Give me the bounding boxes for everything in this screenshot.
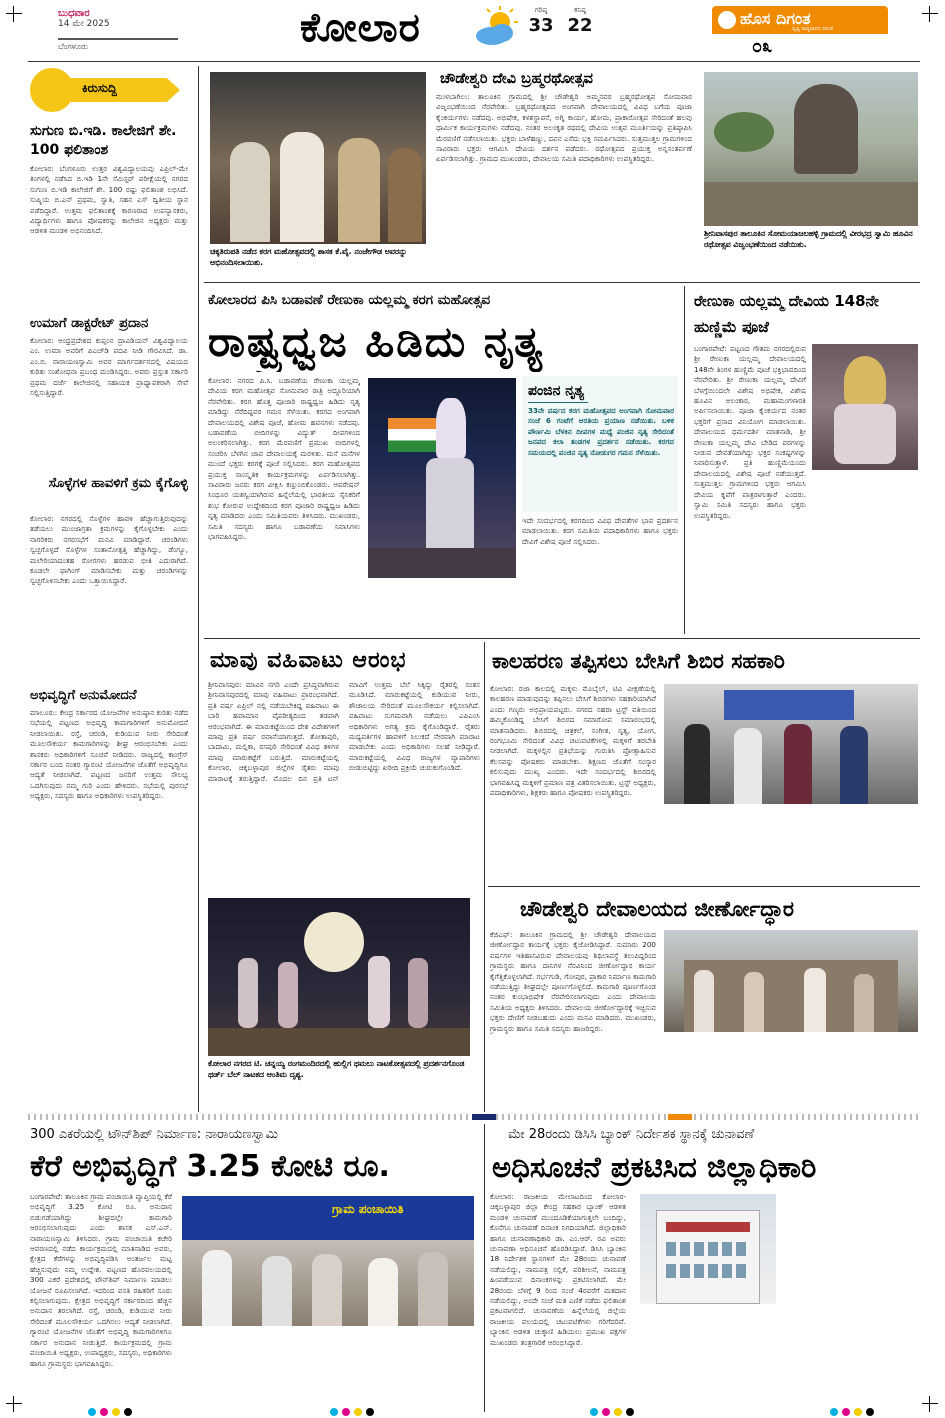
- date-label: 14 ಮೇ 2025: [58, 19, 110, 29]
- cmyk-dot: [830, 1408, 838, 1416]
- karaga-right-rule: [684, 286, 685, 634]
- panjina-box-body: 33ನೇ ವರ್ಷದ ಕರಗ ಮಹೋತ್ಸವದ ಅಂಗವಾಗಿ ಸೋಮವಾರ ಸಂಜೆ 6 ಗಂಟೆಗೆ ಆರತಿಯ ಪ್ರಯಾಣ ನಡೆಯಿತು. ಬಳಿಕ ಪೌರ್ಣಮಿ ಬೆಳಕಿನ ದೀಪಗಳ ಮಧ್ಯೆ ಪಂಜಿನ ನೃತ್ಯ ಸೇರಿದಂತೆ ಜನಪದ ಕಲಾ ತಂಡಗಳ ಪ್ರದರ್ಶನ ನಡೆಯಿತು. ಕರಗದ ಸಮಯದಲ್ಲಿ ಪಂಜಿನ ನೃತ್ಯ ನೋಡುಗರ ಗಮನ ಸೆಳೆಯಿತು.: [528, 406, 674, 457]
- paper-logo: [712, 6, 888, 58]
- flag-icon: [388, 418, 436, 452]
- left-column-rule: [198, 66, 199, 1112]
- cmyk-dot: [342, 1408, 350, 1416]
- kirusuddi-label: ಕಿರುಸುದ್ದಿ: [82, 81, 117, 95]
- kirusuddi-body-2: ಕೋಲಾರ: ಆಂಧ್ರಪ್ರದೇಶದ ಕುಪ್ಪಂನ ದ್ರಾವಿಡಿಯನ್ ವಿಶ್ವವಿದ್ಯಾಲಯ ಎಂ. ಉಮಾ ಅವರಿಗೆ ಪಿಎಚ್‌ಡಿ ಪದವಿ ನೀಡಿ ಗೌರವಿಸಿದೆ. ಡಾ. ಎಂ.ಬಿ. ನಾರಾಯಣಸ್ವಾಮಿ ಅವರ ಮಾರ್ಗದರ್ಶನದಲ್ಲಿ ವಿಷಯದ ಕುರಿತು ಸಂಶೋಧನಾ ಪ್ರಬಂಧ ಮಂಡಿಸಿದ್ದರು. ಅವರು ಪ್ರಸ್ತುತ ಸರ್ಕಾರಿ ಪ್ರಥಮ ದರ್ಜೆ ಕಾಲೇಜಿನಲ್ಲಿ ಸಹಾಯಕ ಪ್ರಾಧ್ಯಾಪಕರಾಗಿ ಸೇವೆ ಸಲ್ಲಿಸುತ್ತಿದ್ದಾರೆ.: [30, 336, 188, 398]
- photo-renovation: [664, 930, 918, 1032]
- registration-mark-bottom-right: [922, 1396, 938, 1412]
- lake-kicker: 300 ಎಕರೆಯಲ್ಲಿ ಟೌನ್‌ಶಿಪ್ ನಿರ್ಮಾಣ: ನಾರಾಯಣಸ್ವಾಮಿ: [30, 1127, 278, 1142]
- panjina-box-title: ಪಂಜಿನ ನೃತ್ಯ: [528, 383, 585, 399]
- cmyk-dot: [88, 1408, 96, 1416]
- photo-summer-camp: [664, 684, 918, 804]
- bottom-center-rule: [484, 1124, 485, 1412]
- dcc-headline: ಅಧಿಸೂಚನೆ ಪ್ರಕಟಿಸಿದ ಜಿಲ್ಲಾಧಿಕಾರಿ: [492, 1150, 817, 1184]
- section-divider-accent-blue: [472, 1114, 496, 1120]
- kirusuddi-headline-3: ಸೊಳ್ಳೆಗಳ ಹಾವಳಿಗೆ ಕ್ರಮ ಕೈಗೊಳ್ಳಿ: [48, 476, 188, 491]
- cmyk-dot: [602, 1408, 610, 1416]
- photo-rath: [704, 72, 918, 226]
- cmyk-dot: [124, 1408, 132, 1416]
- renovation-body-continued: [664, 1036, 918, 1108]
- kirusuddi-headline-4: ಅಭಿವೃದ್ಧಿಗೆ ಅನುಮೋದನೆ: [30, 688, 137, 703]
- karaga-headline: ರಾಷ್ಟ್ರಧ್ವಜ ಹಿಡಿದು ನೃತ್ಯ: [208, 317, 545, 366]
- photo-karaga-dance: [368, 378, 516, 578]
- weather-icon: [470, 6, 522, 50]
- panchayat-banner-text: ಗ್ರಾಮ ಪಂಚಾಯಿತಿ: [332, 1202, 404, 1216]
- weather-max-label: ಗರಿಷ್ಠ: [534, 6, 548, 14]
- panjina-box: [522, 376, 678, 512]
- renovation-headline: ಚೌಡೇಶ್ವರಿ ದೇವಾಲಯದ ಜೀರ್ಣೋದ್ಧಾರ: [520, 897, 794, 921]
- karaga-bottom-rule: [204, 638, 920, 639]
- date-underline: [58, 38, 178, 40]
- renuka-body-continued: [812, 476, 918, 626]
- masthead-bar: [0, 0, 945, 62]
- summer-camp-bottom-rule: [488, 886, 920, 887]
- hand-icon: [30, 68, 74, 112]
- section-divider-accent-orange: [668, 1114, 692, 1120]
- lake-headline: ಕೆರೆ ಅಭಿವೃದ್ಧಿಗೆ 3.25 ಕೋಟಿ ರೂ.: [30, 1149, 390, 1184]
- mango-right-rule: [484, 642, 485, 1112]
- weather-min: [565, 6, 595, 36]
- cmyk-dot: [100, 1408, 108, 1416]
- cmyk-dot: [330, 1408, 338, 1416]
- photo-renuka-deity: [812, 344, 918, 470]
- cmyk-dot: [842, 1408, 850, 1416]
- panjina-box-rule: [528, 402, 588, 403]
- kirusuddi-body-4: ಮಾಲೂರು: ಕೇಂದ್ರ ಸರ್ಕಾರದ ಯೋಜನೆಗಳ ಅನುಷ್ಠಾನ ಕುರಿತು ನಡೆದ ಸಭೆಯಲ್ಲಿ ಪಟ್ಟಣದ ಅಭಿವೃದ್ಧಿ ಕಾಮಗಾರಿಗಳಿಗೆ ಅನುಮೋದನೆ ನೀಡಲಾಯಿತು. ರಸ್ತೆ, ಚರಂಡಿ, ಕುಡಿಯುವ ನೀರು ಸೇರಿದಂತೆ ಮೂಲಸೌಕರ್ಯ ಕಾಮಗಾರಿಗಳನ್ನು ಶೀಘ್ರ ಆರಂಭಿಸಬೇಕು ಎಂದು ಶಾಸಕರು ಅಧಿಕಾರಿಗಳಿಗೆ ಸೂಚನೆ ನೀಡಿದರು. ರಾಜ್ಯದಲ್ಲಿ ಕಾಂಗ್ರೆಸ್ ಸರ್ಕಾರ ಬಂದ ನಂತರ ಗ್ಯಾರಂಟಿ ಯೋಜನೆಗಳ ಜೊತೆಗೆ ಅಭಿವೃದ್ಧಿಗೂ ಆದ್ಯತೆ ನೀಡಲಾಗಿದೆ. ಪಟ್ಟಣದ ಜನರಿಗೆ ಉತ್ತಮ ಸೌಲಭ್ಯ ಒದಗಿಸುವುದು ನಮ್ಮ ಗುರಿ ಎಂದು ಹೇಳಿದರು. ಸಭೆಯಲ್ಲಿ ಪುರಸಭೆ ಅಧ್ಯಕ್ಷರು, ಸದಸ್ಯರು ಹಾಗೂ ಅಧಿಕಾರಿಗಳು ಉಪಸ್ಥಿತರಿದ್ದರು.: [30, 708, 188, 801]
- registration-mark-bottom-left: [6, 1396, 22, 1412]
- rath-bottom-rule: [204, 282, 920, 283]
- photo-karaga-felicitation: [210, 72, 426, 252]
- photo-dcc-bank-building: [640, 1194, 776, 1304]
- cmyk-dot: [614, 1408, 622, 1416]
- cmyk-dot: [866, 1408, 874, 1416]
- kirusuddi-headline-1: ಸುಗುಣ ಬಿ.ಇಡಿ. ಕಾಲೇಜಿಗೆ ಶೇ. 100 ಫಲಿತಾಂಶ: [30, 123, 177, 158]
- page-number: ೦೩: [752, 36, 773, 57]
- photo-left-caption: ಚಿಕ್ಕತಿರುಪತಿ ನಡೆದ ಕರಗ ಮಹೋತ್ಸವದಲ್ಲಿ ಶಾಸಕ ಕೆ.ವೈ. ನಂಜೇಗೌಡ ಅವರನ್ನು ಅಭಿನಂದಿಸಲಾಯಿತು.: [210, 244, 426, 268]
- cmyk-dot: [354, 1408, 362, 1416]
- lamp-icon: [718, 11, 736, 29]
- summer-camp-body: ಕೋಲಾರ: ರಜಾ ಕಾಲದಲ್ಲಿ ಮಕ್ಕಳು ಮೊಬೈಲ್, ಟಿವಿ ವೀಕ್ಷಣೆಯಲ್ಲಿ ಕಾಲಹರಣ ಮಾಡುವುದನ್ನು ತಪ್ಪಿಸಲು ಬೇಸಿಗೆ ಶಿಬಿರಗಳು ಸಹಕಾರಿಯಾಗಿವೆ ಎಂದು ಗಣ್ಯರು ಅಭಿಪ್ರಾಯಪಟ್ಟರು. ನಗರದ ಸಹರಾ ಟ್ರಸ್ಟ್ ವತಿಯಿಂದ ಹಮ್ಮಿಕೊಂಡಿದ್ದ ಬೇಸಿಗೆ ಶಿಬಿರದ ಸಮಾರೋಪ ಸಮಾರಂಭದಲ್ಲಿ ಮಾತನಾಡಿದರು. ಶಿಬಿರದಲ್ಲಿ ಚಿತ್ರಕಲೆ, ಸಂಗೀತ, ನೃತ್ಯ, ಯೋಗ, ರಂಗಭೂಮಿ ಸೇರಿದಂತೆ ವಿವಿಧ ಚಟುವಟಿಕೆಗಳಲ್ಲಿ ಮಕ್ಕಳಿಗೆ ತರಬೇತಿ ನೀಡಲಾಗಿದೆ. ಮಕ್ಕಳಲ್ಲಿನ ಪ್ರತಿಭೆಯನ್ನು ಗುರುತಿಸಿ ಪ್ರೋತ್ಸಾಹಿಸುವ ಕೆಲಸವನ್ನು ಪೋಷಕರು ಮಾಡಬೇಕು. ಶಿಕ್ಷಣದ ಜೊತೆಗೆ ಸಂಸ್ಕಾರ ಕಲಿಸುವುದು ಮುಖ್ಯ ಎಂದರು. ಇದೇ ಸಂದರ್ಭದಲ್ಲಿ ಶಿಬಿರದಲ್ಲಿ ಭಾಗವಹಿಸಿದ್ದ ಮಕ್ಕಳಿಗೆ ಪ್ರಮಾಣ ಪತ್ರ ವಿತರಿಸಲಾಯಿತು. ಟ್ರಸ್ಟ್ ಅಧ್ಯಕ್ಷರು, ಪದಾಧಿಕಾರಿಗಳು, ಶಿಕ್ಷಕರು ಹಾಗೂ ಪೋಷಕರು ಉಪಸ್ಥಿತರಿದ್ದರು.: [490, 684, 656, 798]
- lake-body: ಬಂಗಾರಪೇಟೆ: ತಾಲೂಕಿನ ಗ್ರಾಮ ಪಂಚಾಯಿತಿ ವ್ಯಾಪ್ತಿಯಲ್ಲಿ ಕೆರೆ ಅಭಿವೃದ್ಧಿಗೆ 3.25 ಕೋಟಿ ರೂ. ಅನುದಾನ ಬಿಡುಗಡೆಯಾಗಿದ್ದು ಶೀಘ್ರದಲ್ಲೇ ಕಾಮಗಾರಿ ಆರಂಭಿಸಲಾಗುವುದು ಎಂದು ಶಾಸಕ ಎಸ್.ಎನ್. ನಾರಾಯಣಸ್ವಾಮಿ ತಿಳಿಸಿದರು. ಗ್ರಾಮ ಪಂಚಾಯಿತಿ ಕಚೇರಿ ಆವರಣದಲ್ಲಿ ನಡೆದ ಕಾರ್ಯಕ್ರಮದಲ್ಲಿ ಮಾತನಾಡಿದ ಅವರು, ಕ್ಷೇತ್ರದ ಕೆರೆಗಳನ್ನು ಅಭಿವೃದ್ಧಿಪಡಿಸಿ ಅಂತರ್ಜಲ ಮಟ್ಟ ಹೆಚ್ಚಿಸುವುದು ನಮ್ಮ ಉದ್ದೇಶ. ಪಟ್ಟಣದ ಹೊರವಲಯದಲ್ಲಿ 300 ಎಕರೆ ಪ್ರದೇಶದಲ್ಲಿ ಟೌನ್‌ಶಿಪ್ ನಿರ್ಮಾಣ ಮಾಡಲು ಯೋಜನೆ ರೂಪಿಸಲಾಗಿದೆ. ಇದರಿಂದ ವಸತಿ ರಹಿತರಿಗೆ ಸೂರು ಕಲ್ಪಿಸಲಾಗುವುದು. ಕ್ಷೇತ್ರದ ಅಭಿವೃದ್ಧಿಗೆ ಸರ್ಕಾರದಿಂದ ಹೆಚ್ಚಿನ ಅನುದಾನ ತರಲಾಗಿದೆ. ರಸ್ತೆ, ಚರಂಡಿ, ಕುಡಿಯುವ ನೀರು ಸೇರಿದಂತೆ ಮೂಲಸೌಕರ್ಯ ಒದಗಿಸಲು ಆದ್ಯತೆ ನೀಡಲಾಗಿದೆ. ಗ್ಯಾರಂಟಿ ಯೋಜನೆಗಳ ಜೊತೆಗೆ ಅಭಿವೃದ್ಧಿ ಕಾಮಗಾರಿಗಳಿಗೂ ಸರ್ಕಾರ ಅನುದಾನ ನೀಡುತ್ತಿದೆ. ಕಾರ್ಯಕ್ರಮದಲ್ಲಿ ಗ್ರಾಮ ಪಂಚಾಯಿತಿ ಅಧ್ಯಕ್ಷರು, ಉಪಾಧ್ಯಕ್ಷರು, ಸದಸ್ಯರು, ಅಧಿಕಾರಿಗಳು ಹಾಗೂ ಗ್ರಾಮಸ್ಥರು ಭಾಗವಹಿಸಿದ್ದರು.: [30, 1192, 172, 1368]
- cmyk-dot: [366, 1408, 374, 1416]
- cmyk-dot: [854, 1408, 862, 1416]
- photo-right-caption: ಶ್ರೀನಿವಾಸಪುರ ತಾಲೂಕಿನ ಸೋಮಯಾಜಲಹಳ್ಳಿ ಗ್ರಾಮದಲ್ಲಿ ವೀರಭದ್ರ ಸ್ವಾಮಿ ಹೂವಿನ ರಥೋತ್ಸವ ವಿಜೃಂಭಣೆಯಿಂದ ನಡೆಯಿತು.: [704, 229, 913, 249]
- karaga-body: ಕೋಲಾರ: ನಗರದ ಪಿ.ಸಿ. ಬಡಾವಣೆಯ ರೇಣುಕಾ ಯಲ್ಲಮ್ಮ ದೇವಿಯ ಕರಗ ಮಹೋತ್ಸವ ಸೋಮವಾರ ರಾತ್ರಿ ಅದ್ದೂರಿಯಾಗಿ ನೆರವೇರಿತು. ಕರಗ ಹೊತ್ತ ಪೂಜಾರಿ ರಾಷ್ಟ್ರಧ್ವಜ ಹಿಡಿದು ನೃತ್ಯ ಮಾಡಿದ್ದು ನೆರೆದಿದ್ದವರ ಗಮನ ಸೆಳೆಯಿತು. ಕರಗದ ಅಂಗವಾಗಿ ದೇವಾಲಯದಲ್ಲಿ ವಿಶೇಷ ಪೂಜೆ, ಹೋಮ ಹವನಗಳು ನಡೆದವು. ಬಡಾವಣೆಯ ಬೀದಿಗಳನ್ನು ವಿದ್ಯುತ್ ದೀಪಗಳಿಂದ ಅಲಂಕರಿಸಲಾಗಿತ್ತು. ಕರಗ ಮೆರವಣಿಗೆ ಪ್ರಮುಖ ಬೀದಿಗಳಲ್ಲಿ ಸಂಚರಿಸಿ ಬೆಳಗಿನ ಜಾವ ದೇವಾಲಯಕ್ಕೆ ಮರಳಿತು. ಮನೆ ಮನೆಗಳ ಮುಂದೆ ಭಕ್ತರು ಕರಗಕ್ಕೆ ಪೂಜೆ ಸಲ್ಲಿಸಿದರು. ಕರಗ ಮಹೋತ್ಸವದ ಪ್ರಯುಕ್ತ ಸಾಂಸ್ಕೃತಿಕ ಕಾರ್ಯಕ್ರಮಗಳನ್ನು ಏರ್ಪಡಿಸಲಾಗಿತ್ತು. ಸಾವಿರಾರು ಜನರು ಕರಗ ವೀಕ್ಷಿಸಿ ಕಣ್ತುಂಬಿಕೊಂಡರು. ಆಪರೇಷನ್ ಸಿಂಧೂರ ಯಶಸ್ವಿಯಾಗಿರುವ ಹಿನ್ನೆಲೆಯಲ್ಲಿ ಭಾರತೀಯ ಸೈನಿಕರಿಗೆ ಶುಭ ಕೋರುವ ಉದ್ದೇಶದಿಂದ ಕರಗ ಪೂಜಾರಿ ರಾಷ್ಟ್ರಧ್ವಜ ಹಿಡಿದು ನೃತ್ಯ ಮಾಡಿದರು ಎಂದು ಸಮಿತಿಯವರು ತಿಳಿಸಿದರು. ಮುಖಂಡರು, ಸಮಿತಿ ಸದಸ್ಯರು ಹಾಗೂ ಬಡಾವಣೆಯ ನಿವಾಸಿಗಳು ಭಾಗವಹಿಸಿದ್ದರು.: [208, 376, 360, 542]
- rath-headline: ಚೌಡೇಶ್ವರಿ ದೇವಿ ಬ್ರಹ್ಮರಥೋತ್ಸವ: [440, 71, 593, 87]
- summer-camp-headline: ಕಾಲಹರಣ ತಪ್ಪಿಸಲು ಬೇಸಿಗೆ ಶಿಬಿರ ಸಹಕಾರಿ: [492, 649, 785, 673]
- registration-mark-top-right: [922, 6, 938, 22]
- cmyk-dot: [590, 1408, 598, 1416]
- kirusuddi-body-1: ಕೋಲಾರ: ಬೆಂಗಳೂರು ಉತ್ತರ ವಿಶ್ವವಿದ್ಯಾಲಯವು ಎಪ್ರಿಲ್-ಮೇ ತಿಂಗಳಲ್ಲಿ ನಡೆಸಿದ ಬಿ.ಇಡಿ 1ನೇ ಸೆಮಿಸ್ಟರ್ ಪರೀಕ್ಷೆಯಲ್ಲಿ ನಗರದ ಸುಗುಣ ಬಿ.ಇಡಿ ಕಾಲೇಜಿಗೆ ಶೇ. 100 ರಷ್ಟು ಫಲಿತಾಂಶ ಲಭಿಸಿದೆ. ಸುಷ್ಮಿಯ ಬಿ.ಎನ್ ಪ್ರಥಮ, ಸ್ವಾತಿ, ಸಹನ ಎಸ್ ದ್ವಿತೀಯ ಸ್ಥಾನ ಪಡೆದಿದ್ದಾರೆ. ಉತ್ತಮ ಫಲಿತಾಂಶಕ್ಕೆ ಕಾರಣರಾದ ಉಪನ್ಯಾಸಕರು, ವಿದ್ಯಾರ್ಥಿಗಳು ಹಾಗೂ ಪೋಷಕರನ್ನು ಕಾಲೇಜಿನ ಅಧ್ಯಕ್ಷರು ಮತ್ತು ಆಡಳಿತ ಮಂಡಳಿ ಅಭಿನಂದಿಸಿದೆ.: [30, 164, 188, 236]
- registration-mark-top-left: [6, 6, 22, 22]
- weather-min-value: 22: [567, 15, 593, 36]
- mango-body: ಶ್ರೀನಿವಾಸಪುರ: ಮಾವಿನ ನಗರಿ ಎಂದೇ ಪ್ರಸಿದ್ಧವಾಗಿರುವ ಶ್ರೀನಿವಾಸಪುರದಲ್ಲಿ ಮಾವು ವಹಿವಾಟು ಪ್ರಾರಂಭವಾಗಿದೆ. ಪ್ರತಿ ವರ್ಷ ಏಪ್ರಿಲ್ ನಲ್ಲಿ ನಡೆಯಬೇಕಿದ್ದ ವಹಿವಾಟು ಈ ಬಾರಿ ಹವಾಮಾನ ವೈಪರೀತ್ಯದಿಂದ ತಡವಾಗಿ ಆರಂಭವಾಗಿದೆ. ಈ ಮಾರುಕಟ್ಟೆಯಿಂದ ದೇಶ ವಿದೇಶಗಳಿಗೆ ಮಾವು ಪ್ರತಿ ವರ್ಷ ರವಾನೆಯಾಗುತ್ತದೆ. ತೋತಾಪುರಿ, ಬಾದಾಮಿ, ಮಲ್ಲಿಕಾ, ರಸಪುರಿ ಸೇರಿದಂತೆ ವಿವಿಧ ತಳಿಗಳ ಮಾವು ಮಾರುಕಟ್ಟೆಗೆ ಬರುತ್ತಿದೆ. ಮಾರುಕಟ್ಟೆಯಲ್ಲಿ ಕೋಲಾರ, ಚಿಕ್ಕಬಳ್ಳಾಪುರ ಜಿಲ್ಲೆಗಳ ರೈತರು ಮಾವು ಮಾರಾಟಕ್ಕೆ ತರುತ್ತಿದ್ದಾರೆ. ಮೊದಲ ದಿನ ಪ್ರತಿ ಟನ್ ಮಾವಿಗೆ ಉತ್ತಮ ಬೆಲೆ ಸಿಕ್ಕಿದ್ದು ರೈತರಲ್ಲಿ ಸಂತಸ ಮೂಡಿಸಿದೆ. ಮಾರುಕಟ್ಟೆಯಲ್ಲಿ ಕುಡಿಯುವ ನೀರು, ಶೌಚಾಲಯ ಸೇರಿದಂತೆ ಮೂಲಸೌಕರ್ಯ ಕಲ್ಪಿಸಲಾಗಿದೆ. ವಹಿವಾಟು ಸುಗಮವಾಗಿ ನಡೆಯಲು ಎಪಿಎಂಸಿ ಅಧಿಕಾರಿಗಳು ಅಗತ್ಯ ಕ್ರಮ ಕೈಗೊಂಡಿದ್ದಾರೆ. ರೈತರು ಮಧ್ಯವರ್ತಿಗಳ ಹಾವಳಿಗೆ ಸಿಲುಕದೆ ನೇರವಾಗಿ ಮಾರಾಟ ಮಾಡಬೇಕು ಎಂದು ಅಧಿಕಾರಿಗಳು ಸಲಹೆ ನೀಡಿದ್ದಾರೆ. ಮಾರುಕಟ್ಟೆಯಲ್ಲಿ ವಿವಿಧ ರಾಜ್ಯಗಳ ವ್ಯಾಪಾರಿಗಳು ಬೀಡುಬಿಟ್ಟಿದ್ದು ಖರೀದಿ ಪ್ರಕ್ರಿಯೆ ಚುರುಕುಗೊಂಡಿದೆ.: [208, 680, 480, 783]
- dcc-kicker: ಮೇ 28ರಂದು ಡಿಸಿಸಿ ಬ್ಯಾಂಕ್ ನಿರ್ದೇಶಕ ಸ್ಥಾನಕ್ಕೆ ಚುನಾವಣೆ: [508, 1127, 755, 1142]
- kirusuddi-headline-2: ಉಮಾಗೆ ಡಾಕ್ಟರೇಟ್ ಪ್ರದಾನ: [30, 316, 149, 331]
- summer-camp-body-continued: [664, 810, 918, 882]
- date-block: [58, 8, 178, 51]
- renovation-body: ಕೆಜಿಎಫ್: ತಾಲೂಕಿನ ಗ್ರಾಮದಲ್ಲಿ ಶ್ರೀ ಚೌಡೇಶ್ವರಿ ದೇವಾಲಯದ ಜೀರ್ಣೋದ್ಧಾರ ಕಾರ್ಯಕ್ಕೆ ಭಕ್ತರು ಕೈಜೋಡಿಸಿದ್ದಾರೆ. ಸುಮಾರು 200 ವರ್ಷಗಳ ಇತಿಹಾಸವಿರುವ ದೇವಾಲಯವು ಶಿಥಿಲಾವಸ್ಥೆ ತಲುಪಿದ್ದರಿಂದ ಗ್ರಾಮಸ್ಥರು ಹಾಗೂ ದಾನಿಗಳ ನೆರವಿನಿಂದ ಜೀರ್ಣೋದ್ಧಾರ ಕಾರ್ಯ ಕೈಗೆತ್ತಿಕೊಳ್ಳಲಾಗಿದೆ. ಗರ್ಭಗುಡಿ, ಗೋಪುರ, ಪ್ರಾಕಾರ ನಿರ್ಮಾಣ ಕಾಮಗಾರಿ ನಡೆಯುತ್ತಿದ್ದು ಶೀಘ್ರದಲ್ಲೇ ಪೂರ್ಣಗೊಳ್ಳಲಿದೆ. ಕಾಮಗಾರಿ ಪೂರ್ಣಗೊಂಡ ನಂತರ ಕುಂಭಾಭಿಷೇಕ ನೆರವೇರಿಸಲಾಗುವುದು ಎಂದು ದೇವಾಲಯ ಸಮಿತಿಯ ಅಧ್ಯಕ್ಷರು ತಿಳಿಸಿದರು. ದೇವಾಲಯ ಜೀರ್ಣೋದ್ಧಾರಕ್ಕೆ ಇಚ್ಛಿಸುವ ಭಕ್ತರು ದೇಣಿಗೆ ನೀಡಬಹುದು ಎಂದು ಮನವಿ ಮಾಡಿದರು. ಮುಖಂಡರು, ಗ್ರಾಮಸ್ಥರು ಹಾಗೂ ಸಮಿತಿ ಸದಸ್ಯರು ಹಾಜರಿದ್ದರು.: [490, 930, 656, 1033]
- weather-max: [526, 6, 556, 36]
- cmyk-dot: [112, 1408, 120, 1416]
- cmyk-dot: [626, 1408, 634, 1416]
- photo-lake-event: [182, 1196, 474, 1326]
- kirusuddi-logo: [30, 68, 180, 112]
- renuka-headline: ರೇಣುಕಾ ಯಲ್ಲಮ್ಮ ದೇವಿಯ 148ನೇ ಹುಣ್ಣಿಮೆ ಪೂಜೆ: [694, 292, 879, 336]
- day-label: ಬುಧವಾರ: [58, 8, 90, 19]
- sahara-banner: [724, 690, 854, 720]
- drama-caption: ಕೋಲಾರ ನಗರದ ಟಿ. ಚನ್ನಯ್ಯ ರಂಗಮಂದಿರದಲ್ಲಿ ಹುಲ್ಲಿಗ ಥಮಲು ನಾಟಕೋತ್ಸವದಲ್ಲಿ ಪ್ರದರ್ಶನಗೊಂಡ ಥರ್ಡ್ ಬೆಲ್ ನಾಟಕದ ಆಂತಿಮ ದೃಶ್ಯ.: [208, 1059, 465, 1079]
- sun-prop: [304, 912, 364, 972]
- photo-drama: [208, 898, 470, 1056]
- weather-max-value: 33: [528, 15, 554, 36]
- city-label: ಬೆಂಗಳೂರು: [58, 42, 88, 51]
- header-rule: [28, 61, 920, 62]
- renuka-body: ಬಂಗಾರಪೇಟೆ: ಪಟ್ಟಣದ ಗೌತಮ ನಗರದಲ್ಲಿರುವ ಶ್ರೀ ರೇಣುಕಾ ಯಲ್ಲಮ್ಮ ದೇವಾಲಯದಲ್ಲಿ 148ನೇ ತಿಂಗಳ ಹುಣ್ಣಿಮೆ ಪೂಜೆ ಭಕ್ತಿಭಾವದಿಂದ ನೆರವೇರಿತು. ಶ್ರೀ ರೇಣುಕಾ ಯಲ್ಲಮ್ಮ ದೇವಿಗೆ ಬೆಳಗ್ಗೆಯಿಂದಲೇ ವಿಶೇಷ ಅಭಿಷೇಕ, ವಿಶೇಷ ಹೂವಿನ ಅಲಂಕಾರ, ಮಹಾಮಂಗಳಾರತಿ ಅರ್ಪಿಸಲಾಯಿತು. ಪೂಜಾ ಕೈಂಕರ್ಯದ ನಂತರ ಭಕ್ತರಿಗೆ ಪ್ರಸಾದ ವಿನಿಯೋಗ ಮಾಡಲಾಯಿತು. ದೇವಾಲಯದ ಧರ್ಮದರ್ಶಿ ಮಾತನಾಡಿ, ಶ್ರೀ ರೇಣುಕಾ ಯಲ್ಲಮ್ಮ ದೇವಿ ಬೇಡಿದ ವರಗಳನ್ನು ನೀಡುವ ದೇವತೆಯಾಗಿದ್ದು ಭಕ್ತರ ಸಂಕಷ್ಟಗಳನ್ನು ನಿವಾರಿಸುತ್ತಾಳೆ. ಪ್ರತಿ ಹುಣ್ಣಿಮೆಯಂದು ದೇವಾಲಯದಲ್ಲಿ ವಿಶೇಷ ಪೂಜೆ ನಡೆಯುತ್ತದೆ. ಸುತ್ತಮುತ್ತಲ ಗ್ರಾಮಗಳಿಂದ ಭಕ್ತರು ಆಗಮಿಸಿ ದೇವಿಯ ಕೃಪೆಗೆ ಪಾತ್ರರಾಗುತ್ತಾರೆ ಎಂದರು. ಸ್ವಾಮಿ ಸಮಿತಿ ಸದಸ್ಯರು ಹಾಗೂ ಭಕ್ತರು ಉಪಸ್ಥಿತರಿದ್ದರು.: [694, 344, 806, 520]
- paper-tagline: ದೃಷ್ಟಿ ಸಾಧ್ಯವಾಗದ ದಿಗಂತ: [792, 26, 834, 32]
- dcc-body: ಕೋಲಾರ: ರಾಜಕೀಯ ಮೇಲಾಟದಿಂದ ಕೋಲಾರ-ಚಿಕ್ಕಬಳ್ಳಾಪುರ ಜಿಲ್ಲಾ ಕೇಂದ್ರ ಸಹಕಾರ ಬ್ಯಾಂಕ್ ಆಡಳಿತ ಮಂಡಳಿ ಚುನಾವಣೆ ಮುಂದೂಡಿಕೆಯಾಗುತ್ತಲೇ ಬಂದಿದ್ದು, ಕೊನೆಗೂ ಚುನಾವಣೆ ದಿನಾಂಕ ನಿಗದಿಯಾಗಿದೆ. ಜಿಲ್ಲಾಧಿಕಾರಿ ಹಾಗೂ ಚುನಾವಣಾಧಿಕಾರಿ ಡಾ. ಎಂ.ಆರ್. ರವಿ ಅವರು ಚುನಾವಣಾ ಅಧಿಸೂಚನೆ ಹೊರಡಿಸಿದ್ದಾರೆ. ಡಿಸಿಸಿ ಬ್ಯಾಂಕಿನ 18 ನಿರ್ದೇಶಕ ಸ್ಥಾನಗಳಿಗೆ ಮೇ 28ರಂದು ಚುನಾವಣೆ ನಡೆಯಲಿದ್ದು, ನಾಮಪತ್ರ ಸಲ್ಲಿಕೆ, ಪರಿಶೀಲನೆ, ನಾಮಪತ್ರ ಹಿಂಪಡೆಯುವ ದಿನಾಂಕಗಳನ್ನು ಪ್ರಕಟಿಸಲಾಗಿದೆ. ಮೇ 28ರಂದು ಬೆಳಗ್ಗೆ 9 ರಿಂದ ಸಂಜೆ 4ರವರೆಗೆ ಮತದಾನ ನಡೆಯಲಿದ್ದು, ಅಂದೇ ಸಂಜೆ ಮತ ಎಣಿಕೆ ನಡೆದು ಫಲಿತಾಂಶ ಪ್ರಕಟವಾಗಲಿದೆ. ಚುನಾವಣೆಯ ಹಿನ್ನೆಲೆಯಲ್ಲಿ ಜಿಲ್ಲೆಯ ರಾಜಕೀಯ ವಲಯದಲ್ಲಿ ಚಟುವಟಿಕೆಗಳು ಗರಿಗೆದರಿವೆ. ಬ್ಯಾಂಕಿನ ಆಡಳಿತ ಚುಕ್ಕಾಣಿ ಹಿಡಿಯಲು ಪ್ರಮುಖ ಪಕ್ಷಗಳ ಮುಖಂಡರು ತಂತ್ರಗಾರಿಕೆ ಆರಂಭಿಸಿದ್ದಾರೆ.: [490, 1192, 626, 1347]
- weather-min-label: ಕನಿಷ್ಠ: [574, 6, 586, 14]
- karaga-body-2: ಇದೇ ಸಂದರ್ಭದಲ್ಲಿ ಕರಗದಿಂದ ವಿವಿಧ ದೇವತೆಗಳ ಭಾವ ಪ್ರದರ್ಶನ ಮಾಡಲಾಯಿತು. ಕರಗ ಸಮಿತಿಯ ಪದಾಧಿಕಾರಿಗಳು ಹಾಗೂ ಭಕ್ತರು ದೇವಿಗೆ ವಿಶೇಷ ಪೂಜೆ ಸಲ್ಲಿಸಿದರು.: [522, 516, 678, 546]
- rath-body: ಮುಳಬಾಗಿಲು: ತಾಲೂಕಿನ ಗ್ರಾಮದಲ್ಲಿ ಶ್ರೀ ಚೌಡೇಶ್ವರಿ ಅಮ್ಮನವರ ಬ್ರಹ್ಮರಥೋತ್ಸವ ಸೋಮವಾರ ವಿಜೃಂಭಣೆಯಿಂದ ನೆರವೇರಿತು. ಬ್ರಹ್ಮರಥೋತ್ಸವದ ಅಂಗವಾಗಿ ದೇವಾಲಯದಲ್ಲಿ ವಿವಿಧ ಬಗೆಯ ಪೂಜಾ ಕೈಂಕರ್ಯಗಳು ನಡೆದವು. ಅಭಿಷೇಕ, ಕಳಶಸ್ಥಾಪನೆ, ಅಗ್ನಿ ಕಾರ್ಯ, ಹೋಮ, ಪ್ರಾಕಾರೋತ್ಸವ ಸೇರಿದಂತೆ ಹಲವು ಧಾರ್ಮಿಕ ಕಾರ್ಯಕ್ರಮಗಳು ನಡೆದವು. ನಂತರ ಅಲಂಕೃತ ರಥದಲ್ಲಿ ದೇವಿಯ ಉತ್ಸವ ಮೂರ್ತಿಯನ್ನು ಪ್ರತಿಷ್ಠಾಪಿಸಿ ಮೆರವಣಿಗೆ ನಡೆಸಲಾಯಿತು. ಭಕ್ತರು ಬಾಳೆಹಣ್ಣು, ದವನ ಎಸೆದು ಭಕ್ತಿ ಸಮರ್ಪಿಸಿದರು. ಸುತ್ತಮುತ್ತಲ ಗ್ರಾಮಗಳಿಂದ ಸಾವಿರಾರು ಭಕ್ತರು ಆಗಮಿಸಿ ದೇವಿಯ ದರ್ಶನ ಪಡೆದರು. ರಥೋತ್ಸವದ ಪ್ರಯುಕ್ತ ಅನ್ನಸಂತರ್ಪಣೆ ಏರ್ಪಡಿಸಲಾಗಿತ್ತು. ಗ್ರಾಮದ ಮುಖಂಡರು, ದೇವಾಲಯ ಸಮಿತಿ ಪದಾಧಿಕಾರಿಗಳು ಉಪಸ್ಥಿತರಿದ್ದರು.: [436, 92, 692, 164]
- kirusuddi-body-3: ಕೋಲಾರ: ನಗರದಲ್ಲಿ ಸೊಳ್ಳೆಗಳ ಹಾವಳಿ ಹೆಚ್ಚಾಗುತ್ತಿರುವುದನ್ನು ತಡೆಯಲು ಮುಂಜಾಗ್ರತಾ ಕ್ರಮಗಳನ್ನು ಕೈಗೊಳ್ಳಬೇಕು ಎಂದು ನಾಗರಿಕರು ನಗರಸಭೆಗೆ ಮನವಿ ಮಾಡಿದ್ದಾರೆ. ಚರಂಡಿಗಳು ಸ್ವಚ್ಛಗೊಳ್ಳದೆ ಸೊಳ್ಳೆಗಳ ಸಂತಾನೋತ್ಪತ್ತಿ ಹೆಚ್ಚಾಗಿದ್ದು, ಡೆಂಗ್ಯೂ, ಮಲೇರಿಯಾದಂತಹ ರೋಗಗಳು ಹರಡುವ ಭೀತಿ ಎದುರಾಗಿದೆ. ಕೂಡಲೇ ಫಾಗಿಂಗ್ ಮಾಡಿಸಬೇಕು ಮತ್ತು ಚರಂಡಿಗಳನ್ನು ಸ್ವಚ್ಛಗೊಳಿಸಬೇಕು ಎಂದು ಒತ್ತಾಯಿಸಿದ್ದಾರೆ.: [30, 514, 188, 586]
- masthead-title: ಕೋಲಾರ: [300, 5, 421, 51]
- mango-headline: ಮಾವು ವಹಿವಾಟು ಆರಂಭ: [210, 648, 407, 673]
- karaga-kicker: ಕೋಲಾರದ ಪಿಸಿ ಬಡಾವಣೆ ರೇಣುಕಾ ಯಲ್ಲಮ್ಮ ಕರಗ ಮಹೋತ್ಸವ: [208, 292, 491, 308]
- paper-name: ಹೊಸ ದಿಗಂತ: [740, 9, 811, 28]
